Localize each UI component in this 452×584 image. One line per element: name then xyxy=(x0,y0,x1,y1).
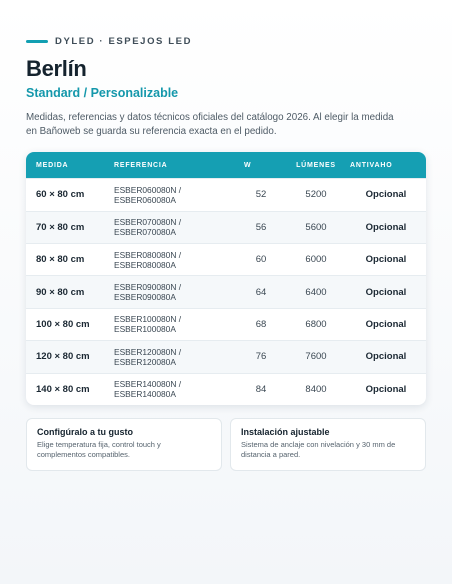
ref-line-2: ESBER120080A xyxy=(114,356,176,367)
ref-line-1: ESBER100080N / xyxy=(114,314,182,325)
feature-card-text: Elige temperatura fija, control touch y complementos compatibles. xyxy=(37,439,161,460)
ref-line-2: ESBER070080A xyxy=(114,227,176,238)
cell-referencia xyxy=(114,250,236,270)
cell-referencia xyxy=(114,185,236,205)
cell-antivaho: Opcional xyxy=(365,383,407,395)
ref-line-1: ESBER060080N / xyxy=(114,184,182,195)
intro-text: Medidas, referencias y datos técnicos oficiales del catálogo 2026. Al elegir la medida en Bañoweb se guarda su referencia exacta en el pedido. xyxy=(26,112,394,137)
ref-line-2: ESBER140080A xyxy=(114,389,176,400)
cell-w: 68 xyxy=(255,318,267,330)
cell-antivaho: Opcional xyxy=(365,189,407,201)
feature-card-title: Configúralo a tu gusto xyxy=(37,426,133,437)
cell-lumenes: 7600 xyxy=(305,351,327,363)
ref-line-1: ESBER090080N / xyxy=(114,282,182,293)
column-header-lumenes: LÚMENES xyxy=(296,161,336,169)
cell-lumenes: 5600 xyxy=(305,221,327,233)
ref-line-1: ESBER120080N / xyxy=(114,346,182,357)
cell-medida: 140 × 80 cm xyxy=(36,383,90,395)
cell-medida: 70 × 80 cm xyxy=(36,221,85,233)
table-row xyxy=(26,211,426,243)
table-row xyxy=(26,243,426,275)
ref-line-2: ESBER100080A xyxy=(114,324,176,335)
ref-line-1: ESBER080080N / xyxy=(114,249,182,260)
cell-lumenes: 8400 xyxy=(305,383,327,395)
cell-referencia xyxy=(114,217,236,237)
cell-medida: 100 × 80 cm xyxy=(36,318,90,330)
eyebrow xyxy=(26,34,426,48)
table-body xyxy=(26,178,426,405)
cell-lumenes: 5200 xyxy=(305,189,327,201)
page-title: Berlín xyxy=(26,56,87,81)
column-header-referencia: REFERENCIA xyxy=(114,161,168,169)
feature-card-title: Instalación ajustable xyxy=(241,426,330,437)
cell-medida: 90 × 80 cm xyxy=(36,286,85,298)
cell-antivaho: Opcional xyxy=(365,351,407,363)
cell-w: 64 xyxy=(255,286,267,298)
ref-line-2: ESBER060080A xyxy=(114,194,176,205)
cell-medida: 120 × 80 cm xyxy=(36,351,90,363)
cell-antivaho: Opcional xyxy=(365,286,407,298)
spec-sheet xyxy=(26,34,426,471)
cell-lumenes: 6800 xyxy=(305,318,327,330)
feature-cards xyxy=(26,418,426,471)
table-row xyxy=(26,373,426,405)
cell-antivaho: Opcional xyxy=(365,318,407,330)
ref-line-2: ESBER080080A xyxy=(114,259,176,270)
ref-line-1: ESBER070080N / xyxy=(114,217,182,228)
cell-referencia xyxy=(114,282,236,302)
table-row xyxy=(26,178,426,210)
cell-lumenes: 6400 xyxy=(305,286,327,298)
ref-line-2: ESBER090080A xyxy=(114,292,176,303)
cell-w: 52 xyxy=(255,189,267,201)
cell-referencia xyxy=(114,314,236,334)
column-header-medida: MEDIDA xyxy=(36,161,69,169)
cell-referencia xyxy=(114,379,236,399)
ref-line-1: ESBER140080N / xyxy=(114,379,182,390)
table-row xyxy=(26,340,426,372)
cell-w: 76 xyxy=(255,351,267,363)
eyebrow-text: DYLED · ESPEJOS LED xyxy=(55,35,193,47)
eyebrow-accent-bar xyxy=(26,40,48,43)
page-subtitle: Standard / Personalizable xyxy=(26,86,179,100)
cell-lumenes: 6000 xyxy=(305,254,327,266)
cell-w: 56 xyxy=(255,221,267,233)
cell-antivaho: Opcional xyxy=(365,254,407,266)
feature-card-text: Sistema de anclaje con nivelación y 30 mm de distancia a pared. xyxy=(241,439,396,460)
feature-card-config xyxy=(26,418,222,471)
cell-antivaho: Opcional xyxy=(365,221,407,233)
table-header xyxy=(26,152,426,178)
cell-referencia xyxy=(114,347,236,367)
column-header-w: W xyxy=(244,161,252,169)
cell-medida: 80 × 80 cm xyxy=(36,254,85,266)
feature-card-installation xyxy=(230,418,426,471)
cell-w: 84 xyxy=(255,383,267,395)
table-row xyxy=(26,308,426,340)
cell-w: 60 xyxy=(255,254,267,266)
column-header-antivaho: ANTIVAHO xyxy=(350,161,393,169)
cell-medida: 60 × 80 cm xyxy=(36,189,85,201)
table-row xyxy=(26,275,426,307)
sizes-table xyxy=(26,152,426,405)
